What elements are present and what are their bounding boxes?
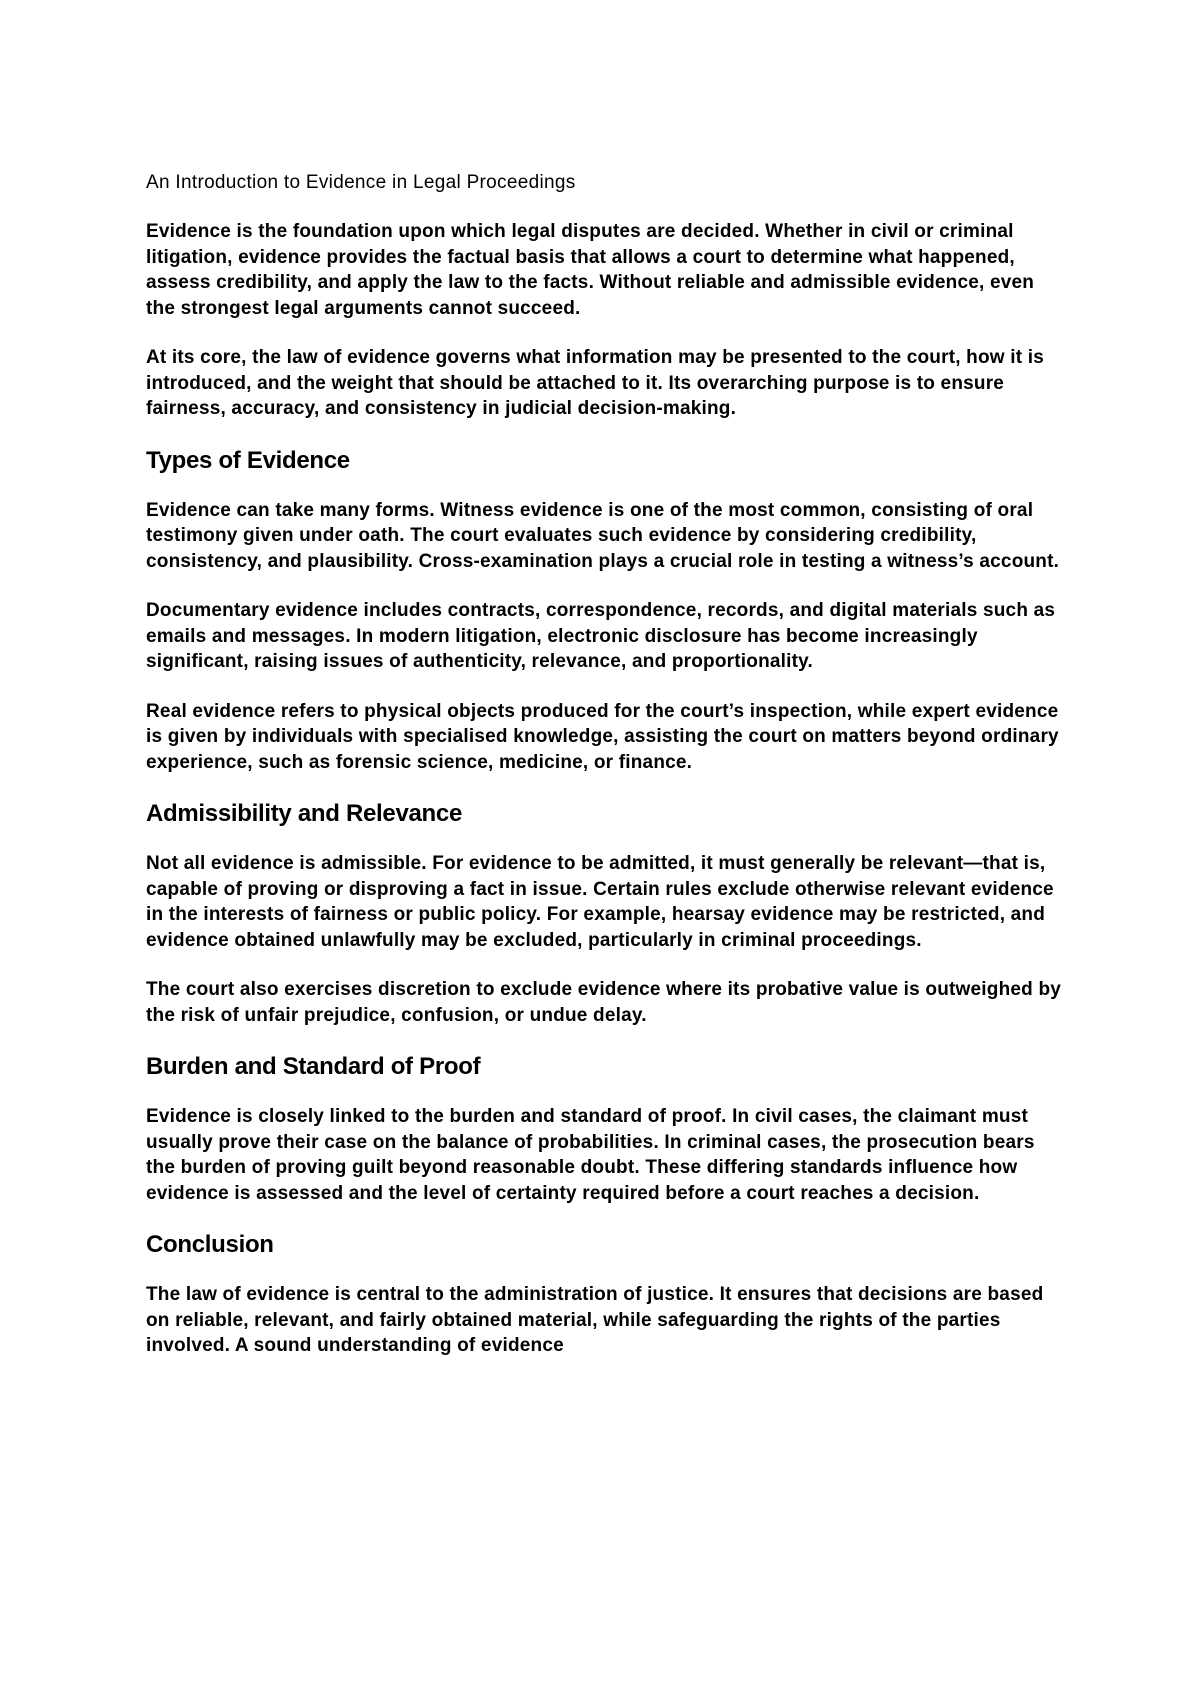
section-paragraph: Documentary evidence includes contracts, correspondence, records, and digital materials such as emails and messages. In modern litigation, electronic disclosure has become increasingly significant, raising issues of authenticity, relevance, and proportionality. bbox=[146, 600, 1056, 672]
section-paragraph: Not all evidence is admissible. For evidence to be admitted, it must generally be relevant—that is, capable of proving or disproving a fact in issue. Certain rules exclude otherwise relevant evidence in the interests of fairness or public policy. For example, hearsay evidence may be restricted, and evidence obtained unlawfully may be excluded, particularly in criminal proceedings. bbox=[146, 853, 1054, 951]
section-paragraph: Real evidence refers to physical objects produced for the court’s inspection, while expert evidence is given by individuals with specialised knowledge, assisting the court on matters beyond ordinary experience, such as forensic science, medicine, or finance. bbox=[146, 700, 1059, 773]
document-body bbox=[146, 170, 1066, 1383]
section-conclusion bbox=[146, 1230, 1066, 1359]
section-types-of-evidence bbox=[146, 446, 1066, 776]
section-heading: Conclusion bbox=[146, 1231, 274, 1258]
section-paragraph: Evidence is closely linked to the burden and standard of proof. In civil cases, the claimant must usually prove their case on the balance of probabilities. In criminal cases, the prosecution bears the burden of proving guilt beyond reasonable doubt. These differing standards influence how evidence is assessed and the level of certainty required before a court reaches a decision. bbox=[146, 1106, 1035, 1204]
intro-paragraph-1: Evidence is the foundation upon which legal disputes are decided. Whether in civil or criminal litigation, evidence provides the factual basis that allows a court to determine what happened, assess credibility, and apply the law to the facts. Without reliable and admissible evidence, even the strongest legal arguments cannot succeed. bbox=[146, 221, 1035, 319]
section-paragraph: The law of evidence is central to the administration of justice. It ensures that decisions are based on reliable, relevant, and fairly obtained material, while safeguarding the rights of the parties involved. A sound understanding of evidence bbox=[146, 1284, 1044, 1356]
section-paragraph: Evidence can take many forms. Witness evidence is one of the most common, consisting of oral testimony given under oath. The court evaluates such evidence by considering credibility, consistency, and plausibility. Cross-examination plays a crucial role in testing a witness’s account. bbox=[146, 499, 1060, 572]
section-heading: Burden and Standard of Proof bbox=[146, 1053, 481, 1080]
document-title: An Introduction to Evidence in Legal Proceedings bbox=[146, 172, 576, 193]
section-heading: Admissibility and Relevance bbox=[146, 800, 463, 827]
section-paragraph: The court also exercises discretion to exclude evidence where its probative value is outweighed by the risk of unfair prejudice, confusion, or undue delay. bbox=[146, 979, 1062, 1026]
section-burden-and-standard-of-proof bbox=[146, 1052, 1066, 1206]
intro-paragraph-2: At its core, the law of evidence governs what information may be presented to the court, how it is introduced, and the weight that should be attached to it. Its overarching purpose is to ensure fairness, accuracy, and consistency in judicial decision-making. bbox=[146, 347, 1044, 419]
section-admissibility-and-relevance bbox=[146, 799, 1066, 1028]
section-heading: Types of Evidence bbox=[146, 446, 350, 474]
